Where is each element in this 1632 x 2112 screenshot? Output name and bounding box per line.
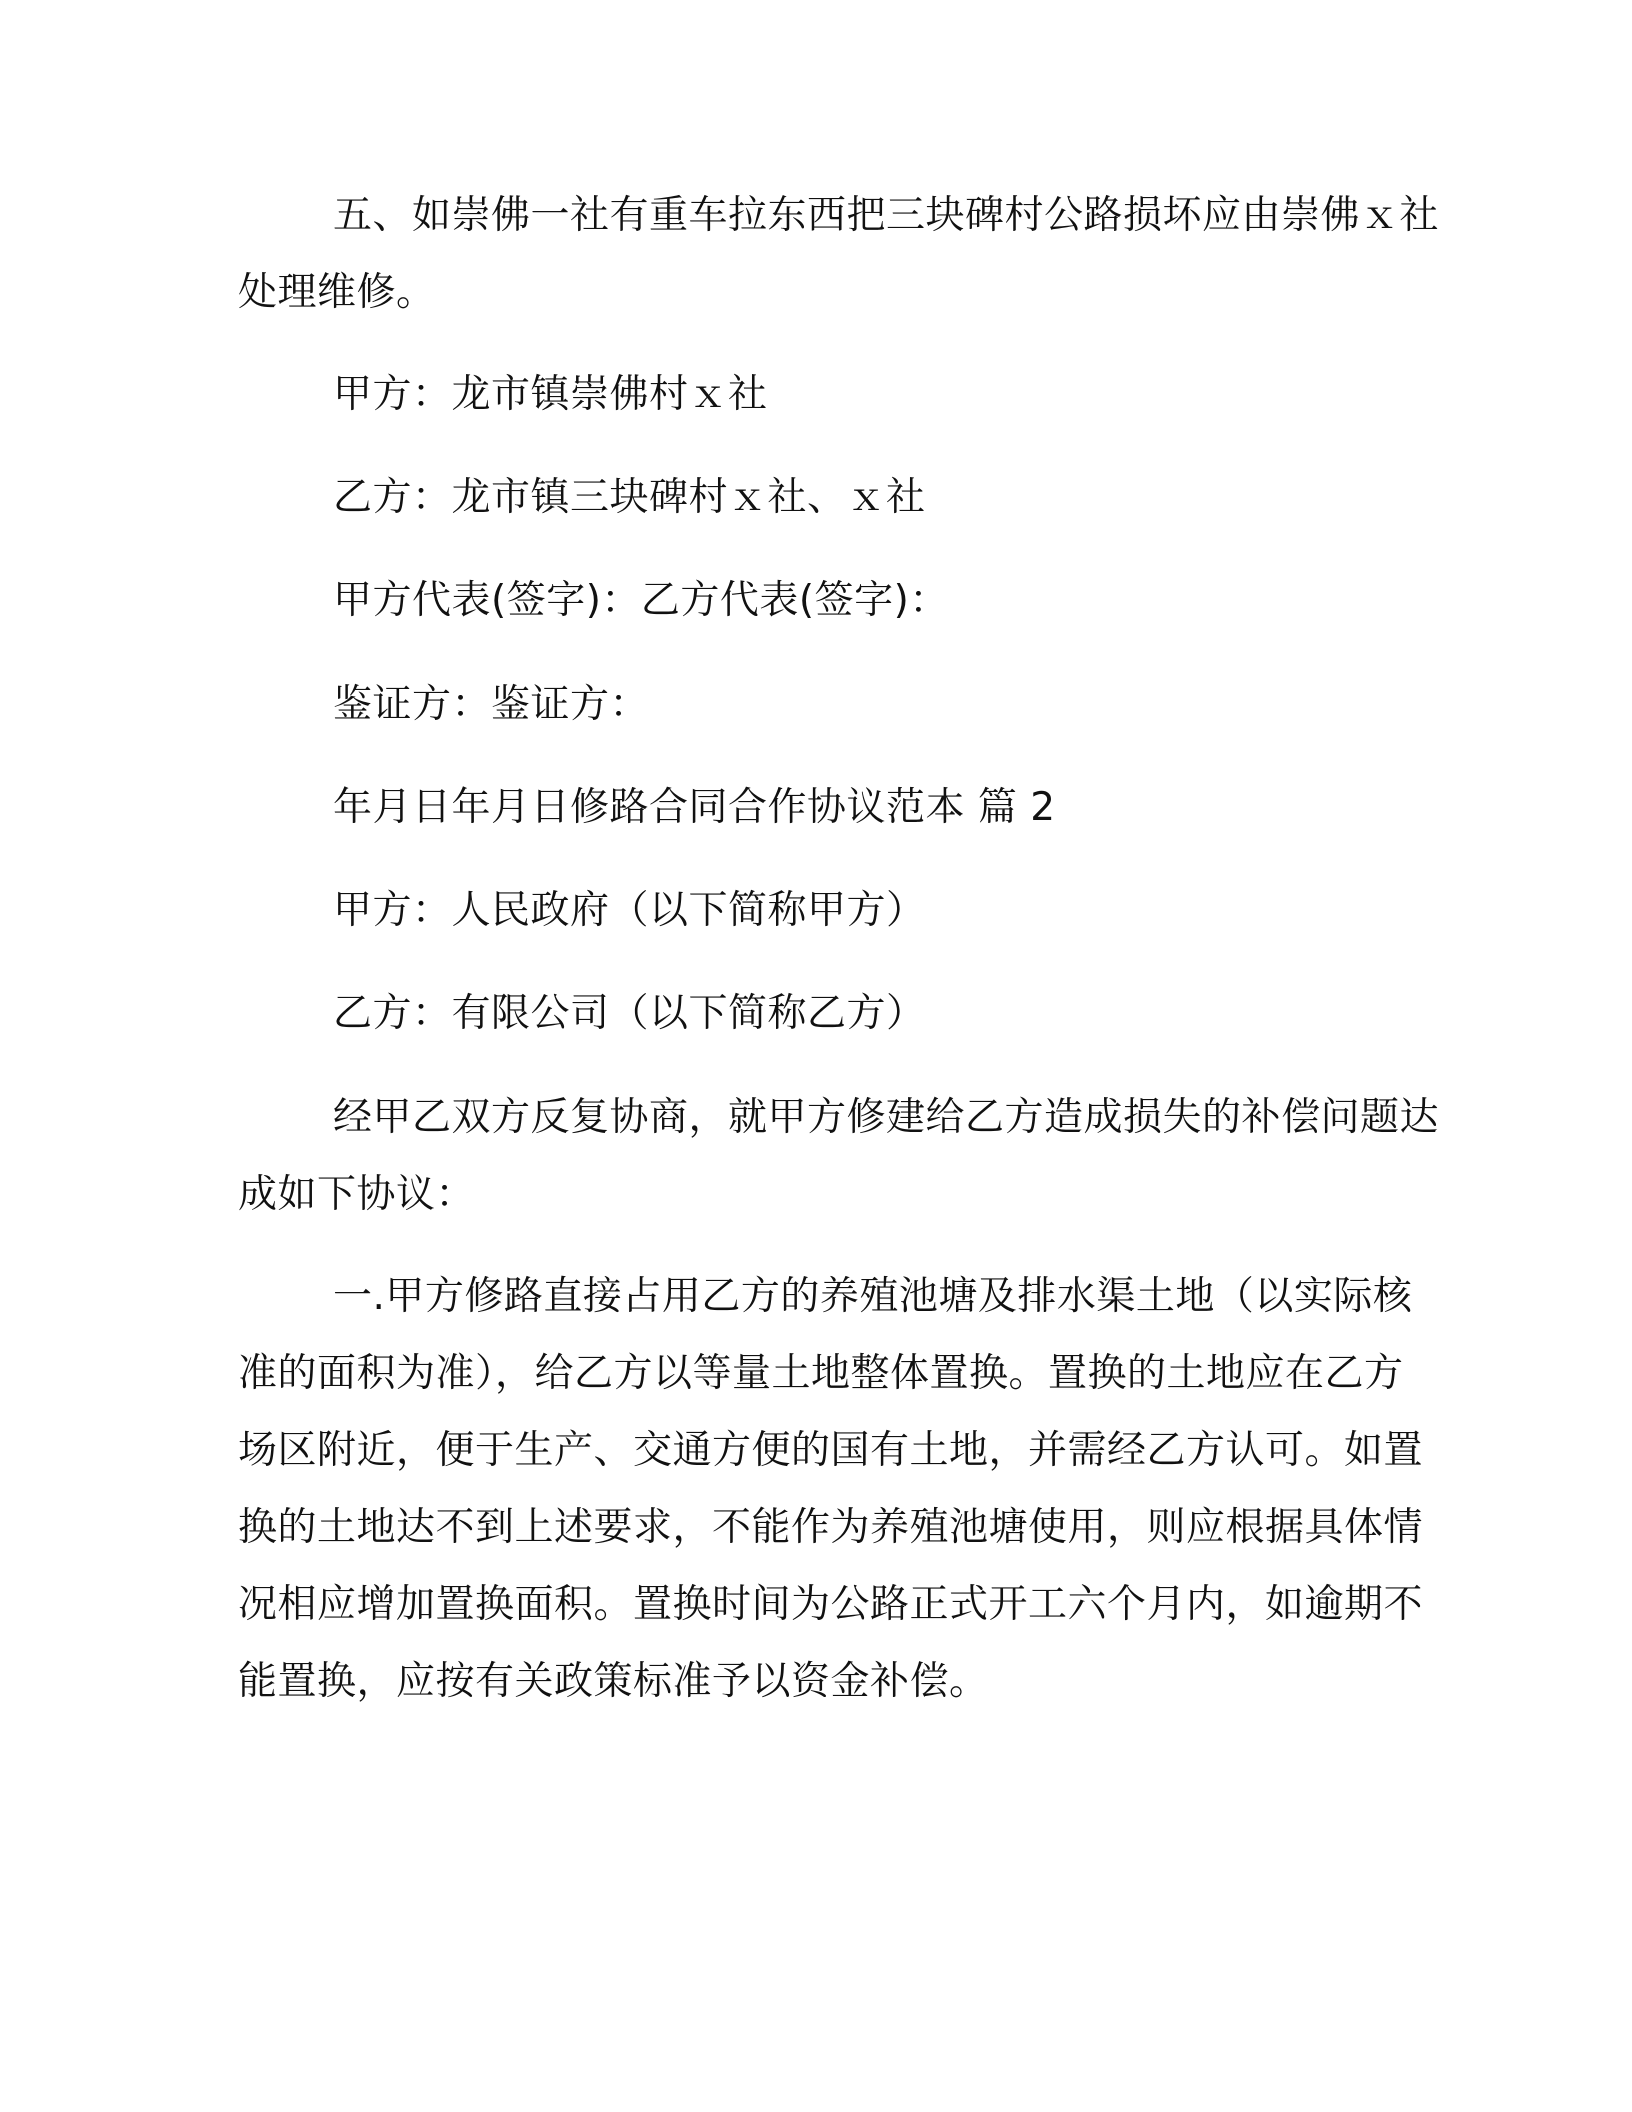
clause-1-line-5: 况相应增加置换面积。置换时间为公路正式开工六个月内，如逾期不 [238,1582,1424,1627]
party-b-company-line: 乙方：有限公司（以下简称乙方） [333,991,926,1036]
paragraph-5-line-2: 处理维修。 [238,270,436,315]
intro-paragraph-line-1: 经甲乙双方反复协商，就甲方修建给乙方造成损失的补偿问题达 [333,1095,1440,1140]
intro-paragraph-line-2: 成如下协议： [238,1172,476,1217]
clause-1-line-4: 换的土地达不到上述要求，不能作为养殖池塘使用，则应根据具体情 [238,1505,1424,1550]
clause-1-line-3: 场区附近，便于生产、交通方便的国有土地，并需经乙方认可。如置 [238,1428,1424,1473]
party-b-line: 乙方：龙市镇三块碑村ｘ社、ｘ社 [333,475,926,520]
representatives-signature-line: 甲方代表(签字)：乙方代表(签字)： [333,578,949,623]
party-a-government-line: 甲方：人民政府（以下简称甲方） [333,888,926,933]
paragraph-5-line-1: 五、如崇佛一社有重车拉东西把三块碑村公路损坏应由崇佛ｘ社 [333,193,1440,238]
clause-1-line-1: 一.甲方修路直接占用乙方的养殖池塘及排水渠土地（以实际核 [333,1274,1413,1319]
date-and-section-heading: 年月日年月日修路合同合作协议范本 篇 2 [333,785,1056,830]
witness-line: 鉴证方：鉴证方： [333,682,650,727]
clause-1-line-6: 能置换，应按有关政策标准予以资金补偿。 [238,1659,989,1704]
clause-1-line-2: 准的面积为准），给乙方以等量土地整体置换。置换的土地应在乙方 [238,1351,1404,1396]
party-a-line: 甲方：龙市镇崇佛村ｘ社 [333,372,768,417]
